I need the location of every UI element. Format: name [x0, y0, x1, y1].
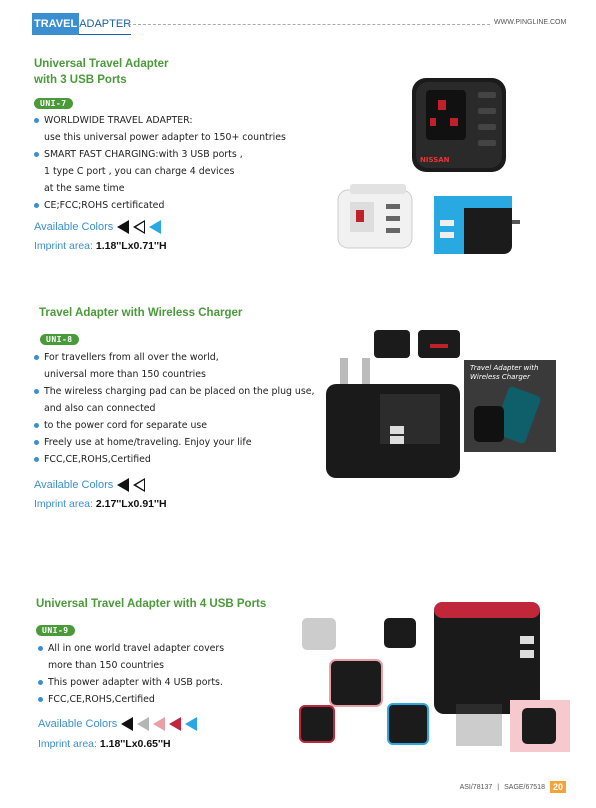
feature-list [34, 112, 334, 214]
lifestyle-caption: Travel Adapter with Wireless Charger [470, 364, 539, 381]
color-swatch-black [117, 220, 129, 234]
available-colors: Available Colors [34, 220, 334, 234]
color-swatch-black [121, 717, 133, 731]
imprint-area: Imprint area: 2.17''Lx0.91''H [34, 498, 167, 510]
available-colors: Available Colors [34, 478, 344, 492]
list-item: to the power cord for separate use [34, 417, 344, 434]
footer-sage: SAGE/67518 [504, 783, 545, 791]
product-image-uni9 [296, 596, 571, 756]
list-item: FCC,CE,ROHS,Certified [34, 451, 344, 468]
list-item: All in one world travel adapter covers more than 150 countries [38, 640, 288, 674]
list-item: This power adapter with 4 USB ports. [38, 674, 288, 691]
feature-list [34, 349, 344, 468]
list-item: SMART FAST CHARGING:with 3 USB ports , 1 type C port , you can charge 4 devices at the same time [34, 146, 334, 197]
adapter-blue [434, 196, 520, 254]
color-swatch-red [169, 717, 181, 731]
product-code: UNI-9 [36, 625, 75, 636]
product-image-uni8 [320, 328, 460, 488]
color-swatch-blue [185, 717, 197, 731]
product-title: Travel Adapter with Wireless Charger [39, 307, 243, 319]
footer [460, 781, 566, 793]
brand-mark: NISSAN [420, 156, 450, 164]
color-swatch-silver [137, 717, 149, 731]
list-item: CE;FCC;ROHS certificated [34, 197, 334, 214]
color-swatch-white [133, 220, 145, 234]
page-number: 20 [550, 781, 566, 793]
product-title: Universal Travel Adapter with 4 USB Ports [36, 598, 267, 610]
adapter-black [412, 78, 506, 172]
header-website[interactable]: WWW.PINGLINE.COM [494, 19, 567, 26]
section-uni9 [36, 596, 288, 750]
product-code: UNI-8 [40, 334, 79, 345]
color-swatch-white [133, 478, 145, 492]
available-colors: Available Colors [36, 717, 288, 731]
footer-separator: | [497, 783, 500, 791]
list-item: Freely use at home/traveling. Enjoy your life [34, 434, 344, 451]
list-item: FCC,CE,ROHS,Certified [38, 691, 288, 708]
lifestyle-image [464, 360, 556, 452]
product-title: Universal Travel Adapter with 3 USB Ports [34, 58, 169, 86]
list-item: WORLDWIDE TRAVEL ADAPTER: use this universal power adapter to 150+ countries [34, 112, 334, 146]
imprint-area: Imprint area: 1.18''Lx0.65''H [38, 738, 171, 750]
list-item: The wireless charging pad can be placed on the plug use, and also can connected [34, 383, 344, 417]
color-swatch-pink [153, 717, 165, 731]
feature-list [36, 640, 288, 708]
header-travel: TRAVEL [32, 13, 79, 35]
color-swatch-black [117, 478, 129, 492]
header-adapter: ADAPTER [79, 13, 131, 35]
header-tag [32, 13, 131, 35]
color-swatch-blue [149, 220, 161, 234]
section-uni7 [34, 56, 334, 252]
imprint-area: Imprint area: 1.18''Lx0.71''H [34, 240, 167, 252]
adapter-white [338, 184, 412, 248]
header-divider [128, 24, 490, 25]
product-code: UNI-7 [34, 98, 73, 109]
list-item: For travellers from all over the world, universal more than 150 countries [34, 349, 344, 383]
footer-asi: ASI/78137 [459, 783, 493, 791]
section-uni8 [34, 305, 344, 510]
product-image-uni7 [330, 70, 530, 255]
